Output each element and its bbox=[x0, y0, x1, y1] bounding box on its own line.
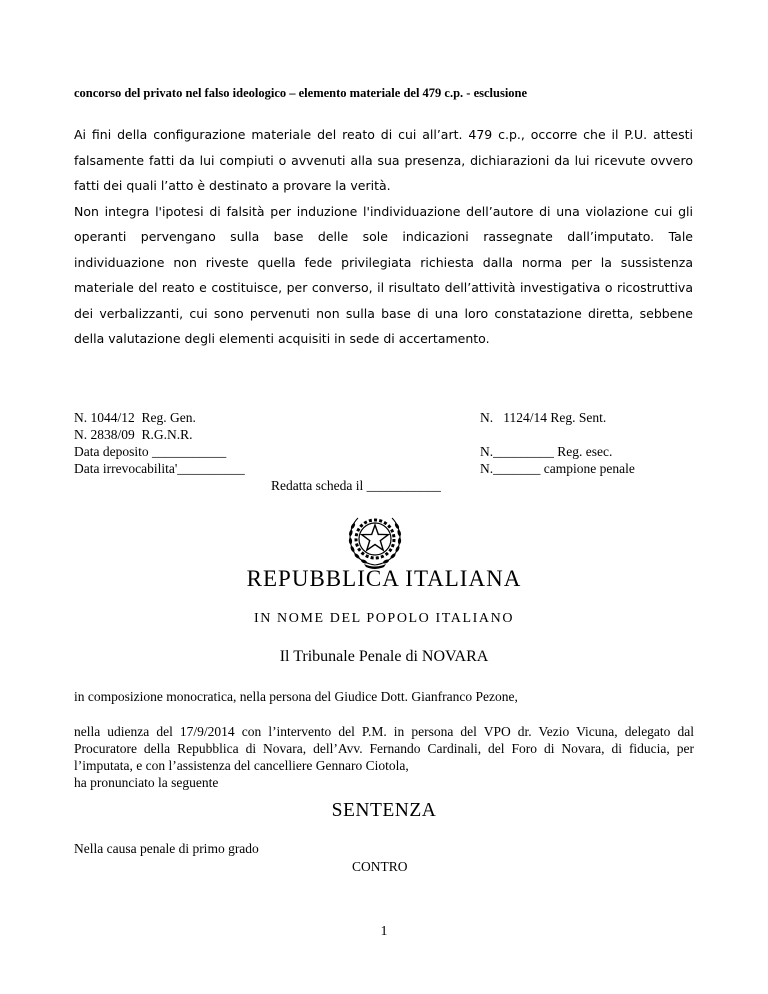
reg-esec-number: N._________ Reg. esec. bbox=[480, 444, 613, 459]
pronunciato-text: ha pronunciato la seguente bbox=[74, 775, 219, 790]
massima-section bbox=[74, 122, 693, 352]
reg-sent-number: N. 1124/14 Reg. Sent. bbox=[480, 410, 607, 425]
massima-paragraph-2: Non integra l'ipotesi di falsità per induzione l'individuazione dell’autore di una violazione cui gli operanti pervengano sulla base delle sole indicazioni rassegnate dall’imputato. Tale individuazione non riveste quella fede privilegiata richiesta dalla norma per la sussistenza materiale del reato e costituisce, per converso, il risultato dell’attività investigativa o ricostruttiva dei verbalizzanti, cui sono pervenuti non sulla base di una loro constatazione diretta, sebbene della valutazione degli elementi acquisiti in sede di accertamento. bbox=[74, 203, 693, 346]
rgnr-number: N. 2838/09 R.G.N.R. bbox=[74, 427, 193, 442]
composizione-text: in composizione monocratica, nella persona del Giudice Dott. Gianfranco Pezone, bbox=[74, 689, 518, 704]
page-number: 1 bbox=[380, 924, 388, 939]
in-nome-heading: IN NOME DEL POPOLO ITALIANO bbox=[253, 611, 515, 626]
italian-republic-emblem-icon bbox=[344, 508, 406, 570]
republic-heading: REPUBBLICA ITALIANA bbox=[246, 566, 522, 591]
reg-gen-number: N. 1044/12 Reg. Gen. bbox=[74, 410, 196, 425]
massima-paragraph-1: Ai fini della configurazione materiale del reato di cui all’art. 479 c.p., occorre che il P.U. attesti falsamente fatti da lui compiuti o avvenuti alla sua presenza, dichiarazioni da lui ricevute ovvero fatti dei quali l’atto è destinato a provare la verità. bbox=[74, 127, 693, 193]
data-deposito: Data deposito ___________ bbox=[74, 444, 227, 459]
campione-penale: N._______ campione penale bbox=[480, 461, 635, 476]
tribunale-heading: Il Tribunale Penale di NOVARA bbox=[279, 648, 489, 665]
contro-heading: CONTRO bbox=[352, 859, 408, 874]
data-irrevocabilita: Data irrevocabilita'__________ bbox=[74, 461, 245, 476]
udienza-paragraph: nella udienza del 17/9/2014 con l’intervento del P.M. in persona del VPO dr. Vezio Vicuna, delegato dal Procuratore della Repubblica di Novara, dell’Avv. Fernando Cardinali, del Foro di Novara, di fiducia, per l’imputata, e con l’assistenza del cancelliere Gennaro Ciotola, bbox=[74, 724, 694, 773]
redatta-scheda: Redatta scheda il ___________ bbox=[271, 478, 441, 493]
sentenza-heading: SENTENZA bbox=[331, 800, 437, 821]
causa-text: Nella causa penale di primo grado bbox=[74, 841, 259, 856]
document-title: concorso del privato nel falso ideologico – elemento materiale del 479 c.p. - esclusione bbox=[74, 86, 528, 100]
